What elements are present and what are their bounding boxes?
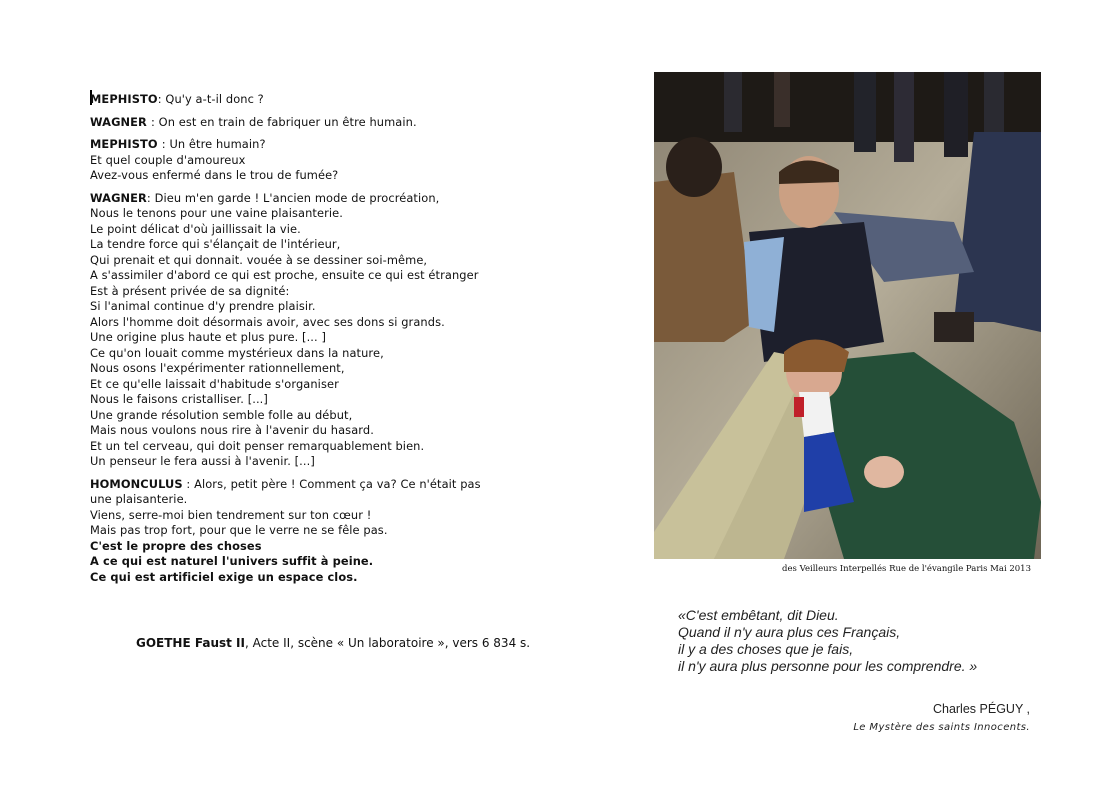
speaker-name: WAGNER [90,190,147,205]
protest-photo [654,72,1041,559]
verse-line: Mais nous voulons nous rire à l'avenir du hasard. [90,423,374,437]
quote-work-title: Le Mystère des saints Innocents. [853,722,1030,733]
verse-line: A s'assimiler d'abord ce qui est proche, ensuite ce qui est étranger [90,268,479,282]
verse-line: Ce qu'on louait comme mystérieux dans la nature, [90,345,384,360]
verse-line: Nous le faisons cristalliser. [...] [90,392,268,406]
speaker-name: HOMONCULUS [90,476,183,491]
verse-line: Viens, serre-moi bien tendrement sur ton cœur ! [90,507,372,522]
bold-verse-line: C'est le propre des choses [90,538,262,553]
verse-line: La tendre force qui s'élançait de l'intérieur, [90,237,341,251]
verse-line: Et un tel cerveau, qui doit penser remarquablement bien. [90,438,425,453]
verse-line: Avez-vous enfermé dans le trou de fumée? [90,168,339,182]
speaker-name: MEPHISTO [90,92,158,106]
faust-excerpt [90,92,530,592]
speaker-name: MEPHISTO [90,137,162,151]
dialogue-mephisto-2: MEPHISTO : Un être humain? Et quel couple d'amoureux Avez-vous enfermé dans le trou de fumée? [90,137,530,184]
photo-caption: des Veilleurs Interpellés Rue de l'évangile Paris Mai 2013 [782,564,1031,574]
verse-line: Une origine plus haute et plus pure. [... ] [90,330,326,344]
verse-line: Qui prenait et qui donnait. vouée à se dessiner soi-même, [90,252,428,267]
verse-line: Si l'animal continue d'y prendre plaisir. [90,299,316,313]
bold-verse-line: A ce qui est naturel l'univers suffit à peine. [90,554,374,568]
verse-line: Est à présent privée de sa dignité: [90,283,290,298]
quote-line: Quand il n'y aura plus ces Français, [678,624,901,640]
dialogue-wagner-2: WAGNER: Dieu m'en garde ! L'ancien mode de procréation, Nous le tenons pour une vaine plaisanterie. Le point délicat d'où jaillissait la vie. La tendre force qui s'élançait de l'intérieur, Qui prenait et qui donnait. vouée à se dessiner soi-même, A s'assimiler d'abord ce qui est proche, ensuite ce qui est étranger Est à présent privée de sa dignité: Si l'animal continue d'y prendre plaisir. Alors l'homme doit désormais avoir, avec ses dons si grands. Une origine plus haute et plus pure. [... ] Ce qu'on louait comme mystérieux dans la nature, Nous osons l'expérimenter rationnellement, Et ce qu'elle laissait d'habitude s'organiser Nous le faisons cristalliser. [...] Une grande résolution semble folle au début, Mais nous voulons nous rire à l'avenir du hasard. Et un tel cerveau, qui doit penser remarquablement bien. Un penseur le fera aussi à l'avenir. [...] [90,191,530,470]
dialogue-wagner-1: WAGNER : On est en train de fabriquer un être humain. [90,114,417,129]
verse-line: Un penseur le fera aussi à l'avenir. [...] [90,454,315,468]
verse-line: Mais pas trop fort, pour que le verre ne se fêle pas. [90,523,388,537]
peguy-quote [678,607,977,675]
dialogue-homonculus: HOMONCULUS : Alors, petit père ! Comment ça va? Ce n'était pas une plaisanterie. Viens, serre-moi bien tendrement sur ton cœur ! Mais pas trop fort, pour que le verre ne se fêle pas. C'est le propre des choses A ce qui est naturel l'univers suffit à peine. Ce qui est artificiel exige un espace clos. [90,477,530,586]
verse-line: une plaisanterie. [90,492,188,506]
bold-verse-line: Ce qui est artificiel exige un espace clos. [90,569,358,584]
quote-line: il n'y aura plus personne pour les comprendre. » [678,658,978,674]
speaker-name: WAGNER [90,114,151,129]
verse-line: Et quel couple d'amoureux [90,152,246,167]
verse-line: Alors l'homme doit désormais avoir, avec ses dons si grands. [90,314,445,329]
verse-line: Une grande résolution semble folle au début, [90,407,353,422]
quote-line: il y a des choses que je fais, [678,641,854,657]
verse-line: Nous le tenons pour une vaine plaisanterie. [90,206,343,220]
verse-line: Le point délicat d'où jaillissait la vie. [90,221,301,236]
source-citation [136,636,530,650]
verse-line: Nous osons l'expérimenter rationnellement, [90,361,345,375]
quote-line: «C'est embêtant, dit Dieu. [678,607,839,623]
source-detail: , Acte II, scène « Un laboratoire », vers 6 834 s. [244,636,531,650]
dialogue-mephisto-1: MEPHISTO: Qu'y a-t-il donc ? [90,92,264,106]
quote-author: Charles PÉGUY , [932,702,1030,716]
source-author: GOETHE Faust II [136,636,245,650]
photo-illustration [654,72,1041,559]
verse-line: Et ce qu'elle laissait d'habitude s'organiser [90,376,339,391]
